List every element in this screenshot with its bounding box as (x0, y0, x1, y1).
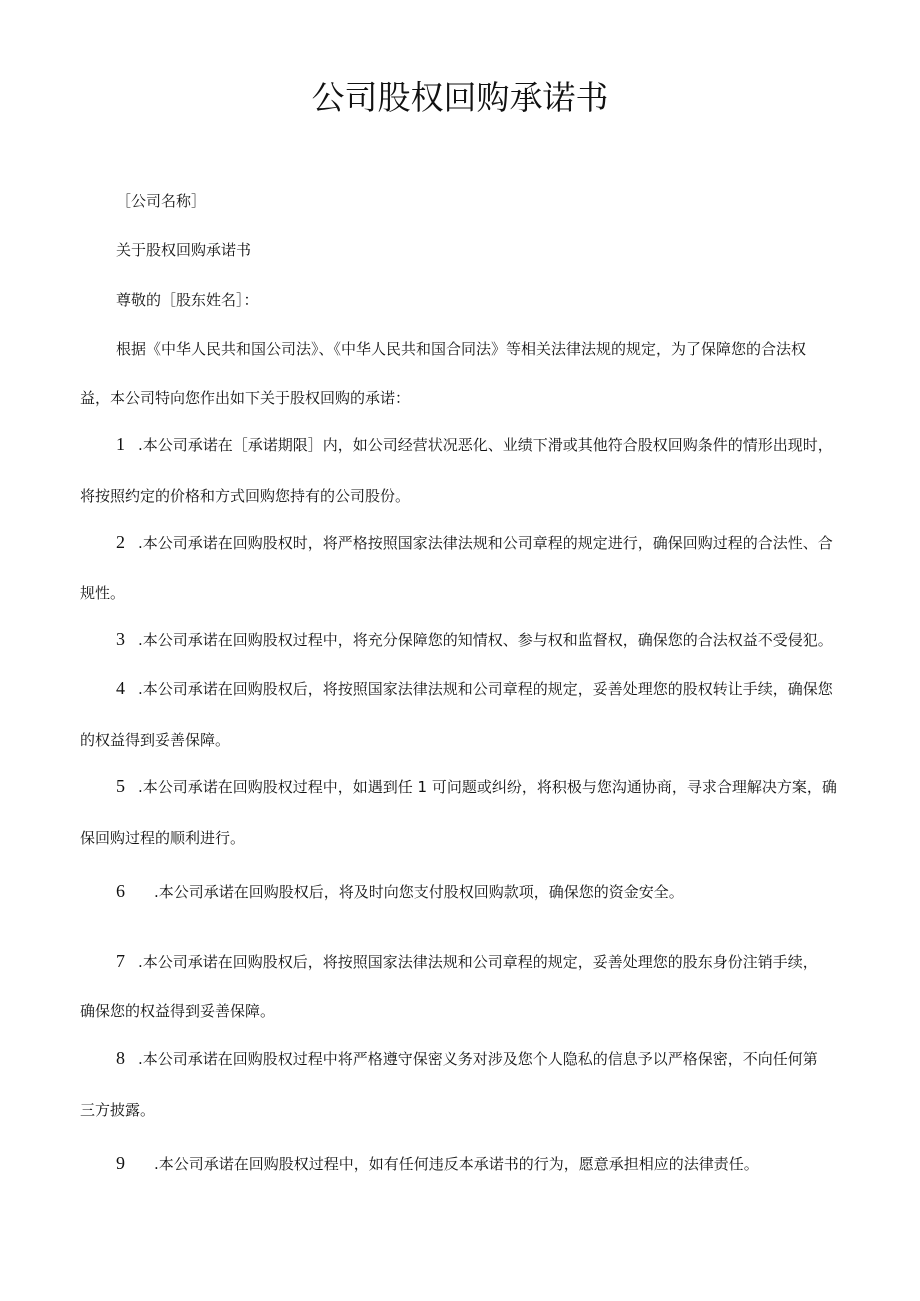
item-text: .本公司承诺在回购股权过程中，如遇到任 1 可问题或纠纷，将积极与您沟通协商，寻求合理解决方案，确 (138, 778, 837, 796)
commitment-item-3 (116, 629, 833, 650)
item-number: 3 (116, 629, 125, 649)
commitment-item-9 (116, 1153, 759, 1174)
item-text: .本公司承诺在回购股权过程中，如有任何违反本承诺书的行为，愿意承担相应的法律责任。 (154, 1155, 759, 1173)
company-name-placeholder: ［公司名称］ (116, 192, 207, 210)
item-text-continuation: 保回购过程的顺利进行。 (80, 829, 246, 847)
commitment-item-8 (116, 1048, 818, 1069)
item-text: .本公司承诺在［承诺期限］内，如公司经营状况恶化、业绩下滑或其他符合股权回购条件的情形出现时， (138, 436, 833, 454)
item-number: 6 (116, 881, 125, 901)
commitment-item-6 (116, 881, 684, 902)
item-text: .本公司承诺在回购股权后，将及时向您支付股权回购款项，确保您的资金安全。 (154, 883, 684, 901)
item-text-continuation: 确保您的权益得到妥善保障。 (80, 1002, 276, 1020)
item-text-continuation: 规性。 (80, 584, 126, 602)
item-text-continuation: 三方披露。 (80, 1101, 156, 1119)
item-text: .本公司承诺在回购股权过程中，将充分保障您的知情权、参与权和监督权，确保您的合法权益不受侵犯。 (138, 631, 833, 649)
item-number: 5 (116, 776, 125, 796)
commitment-item-2 (116, 532, 833, 553)
document-title: 公司股权回购承诺书 (311, 78, 609, 117)
commitment-item-5 (116, 776, 837, 797)
item-number: 7 (116, 951, 125, 971)
item-text-continuation: 将按照约定的价格和方式回购您持有的公司股份。 (80, 487, 411, 505)
item-number: 2 (116, 532, 125, 552)
commitment-item-1 (116, 434, 833, 455)
commitment-item-7 (116, 951, 818, 972)
intro-line: 益，本公司特向您作出如下关于股权回购的承诺： (80, 389, 411, 407)
salutation: 尊敬的［股东姓名］： (116, 291, 259, 309)
item-number: 1 (116, 434, 125, 454)
item-text-continuation: 的权益得到妥善保障。 (80, 731, 231, 749)
item-number: 4 (116, 678, 125, 698)
commitment-item-4 (116, 678, 833, 699)
intro-line: 根据《中华人民共和国公司法》、《中华人民共和国合同法》等相关法律法规的规定，为了保障您的合法权 (116, 340, 807, 358)
item-text: .本公司承诺在回购股权后，将按照国家法律法规和公司章程的规定，妥善处理您的股权转让手续，确保您 (138, 680, 833, 698)
item-number: 8 (116, 1048, 125, 1068)
item-number: 9 (116, 1153, 125, 1173)
item-text: .本公司承诺在回购股权过程中将严格遵守保密义务对涉及您个人隐私的信息予以严格保密，不向任何第 (138, 1050, 818, 1068)
document-subject: 关于股权回购承诺书 (116, 241, 252, 259)
item-text: .本公司承诺在回购股权后，将按照国家法律法规和公司章程的规定，妥善处理您的股东身份注销手续， (138, 953, 818, 971)
item-text: .本公司承诺在回购股权时，将严格按照国家法律法规和公司章程的规定进行，确保回购过程的合法性、合 (138, 534, 833, 552)
